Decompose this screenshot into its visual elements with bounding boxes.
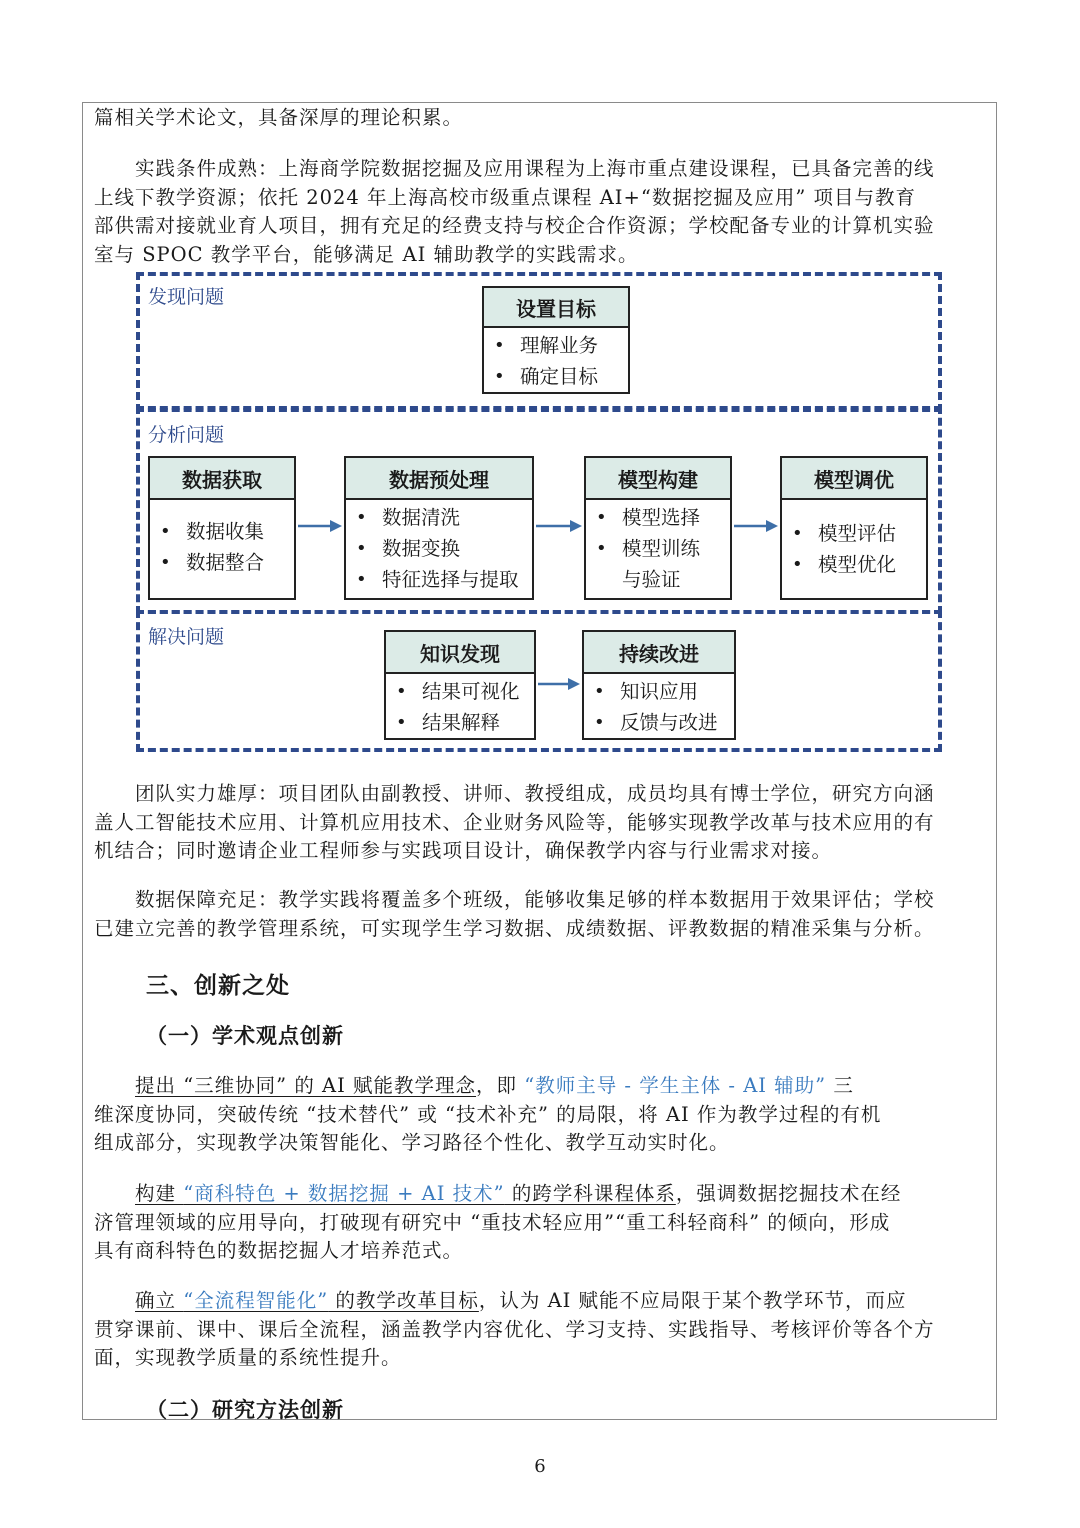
text-line: 篇相关学术论文，具备深厚的理论积累。 [94,106,464,129]
box-title: 模型构建 [586,458,730,500]
text-line: 具有商科特色的数据挖掘人才培养范式。 [94,1239,464,1262]
text-line: 贯穿课前、课中、课后全流程，涵盖教学内容优化、学习支持、实践指导、考核评价等各个方 [94,1317,935,1341]
box-item: • 模型选择 [586,502,722,533]
text-fragment: 构建 [135,1182,184,1205]
text-line: 实践条件成熟：上海商学院数据挖掘及应用课程为上海市重点建设课程，已具备完善的线 [94,157,935,180]
text-fragment: ，强调数据挖掘技术在经 [675,1182,902,1205]
paragraph-data [94,886,986,943]
text-line: 面，实现教学质量的系统性提升。 [94,1346,402,1369]
paragraph-innovation-1 [94,1072,986,1158]
subsection-heading: （二）研究方法创新 [146,1397,344,1422]
box-title: 模型调优 [782,458,926,500]
text-fragment: 确立 [135,1289,184,1312]
box-preprocessing [344,456,534,600]
paragraph-innovation-3 [94,1287,986,1373]
subsection-heading: （一）学术观点创新 [146,1023,344,1048]
text-fragment: ，认为 AI 赋能不应局限于某个教学环节，而应 [478,1289,907,1312]
box-item: • 知识应用 [584,676,734,707]
box-data-acquisition [148,456,296,600]
box-item: • 结果可视化 [386,676,534,707]
text-line: 室与 SPOC 教学平台，能够满足 AI 辅助教学的实践需求。 [94,242,639,266]
paragraph-theory [94,104,986,133]
section-label-solve: 解决问题 [148,626,225,648]
box-item: • 结果解释 [386,707,534,738]
box-item: • 模型优化 [782,549,926,580]
arrow-right-icon [534,518,584,534]
box-knowledge-discovery [384,630,536,740]
highlighted-phrase: “教师主导 - 学生主体 - AI 辅助” [524,1074,827,1097]
text-fragment: 的教学改革目标 [328,1289,479,1312]
box-item: • 数据收集 [150,516,294,547]
box-title: 持续改进 [584,632,734,674]
box-model-tuning [780,456,928,600]
paragraph-practice [94,155,986,269]
text-fragment: 三 [826,1074,854,1097]
text-fragment: ，即 [476,1074,525,1097]
text-line: 维深度协同，突破传统 “技术替代” 或 “技术补充” 的局限，将 AI 作为教学过程的有机 [94,1102,882,1126]
box-item: • 反馈与改进 [584,707,734,738]
text-line: 盖人工智能技术应用、计算机应用技术、企业财务风险等，能够实现教学改革与技术应用的有 [94,810,935,834]
box-set-goal [482,286,630,394]
text-line: 机结合；同时邀请企业工程师参与实践项目设计，确保教学内容与行业需求对接。 [94,839,833,862]
section-label-analyze: 分析问题 [148,424,225,446]
arrow-right-icon [732,518,780,534]
text-line: 组成部分，实现教学决策智能化、学习路径个性化、教学互动实时化。 [94,1131,730,1154]
paragraph-innovation-2 [94,1180,986,1266]
highlighted-phrase: “商科特色 + 数据挖掘 + AI 技术” [183,1182,505,1205]
text-line: 部供需对接就业育人项目，拥有充足的经费支持与校企合作资源；学校配备专业的计算机实验 [94,214,935,237]
section-label-discover: 发现问题 [148,286,225,308]
box-title: 数据获取 [150,458,294,500]
page-number: 6 [534,1456,546,1477]
box-item: • 数据整合 [150,547,294,578]
text-line: 上线下教学资源；依托 2024 年上海高校市级重点课程 AI+“数据挖掘及应用” 项目与教育 [94,185,916,209]
box-item: • 特征选择与提取 [346,564,532,595]
text-line: 济管理领域的应用导向，打破现有研究中 “重技术轻应用”“重工科轻商科” 的倾向，形成 [94,1210,891,1234]
text-fragment: 的跨学科课程体系 [504,1182,676,1205]
box-item: • 确定目标 [484,361,628,392]
highlighted-phrase: “全流程智能化” [183,1289,329,1312]
box-continuous-improvement [582,630,736,740]
box-item: • 数据变换 [346,533,532,564]
text-line: 团队实力雄厚：项目团队由副教授、讲师、教授组成，成员均具有博士学位，研究方向涵 [94,782,935,805]
box-item: • 模型评估 [782,518,926,549]
arrow-right-icon [296,518,344,534]
text-line: 数据保障充足：教学实践将覆盖多个班级，能够收集足够的样本数据用于效果评估；学校 [94,888,935,911]
box-title: 数据预处理 [346,458,532,500]
text-line: 已建立完善的教学管理系统，可实现学生学习数据、成绩数据、评教数据的精准采集与分析。 [94,916,935,940]
box-title: 设置目标 [484,288,628,328]
underlined-phrase: 提出 “三维协同” 的 AI 赋能教学理念 [135,1074,477,1097]
paragraph-team [94,780,986,866]
box-title: 知识发现 [386,632,534,674]
section-heading: 三、创新之处 [146,972,290,999]
box-model-building [584,456,732,600]
box-item: • 理解业务 [484,330,628,361]
data-mining-process-diagram [136,272,942,752]
box-item: • 模型训练与验证 [586,533,708,595]
box-item: • 数据清洗 [346,502,532,533]
arrow-right-icon [536,676,582,692]
